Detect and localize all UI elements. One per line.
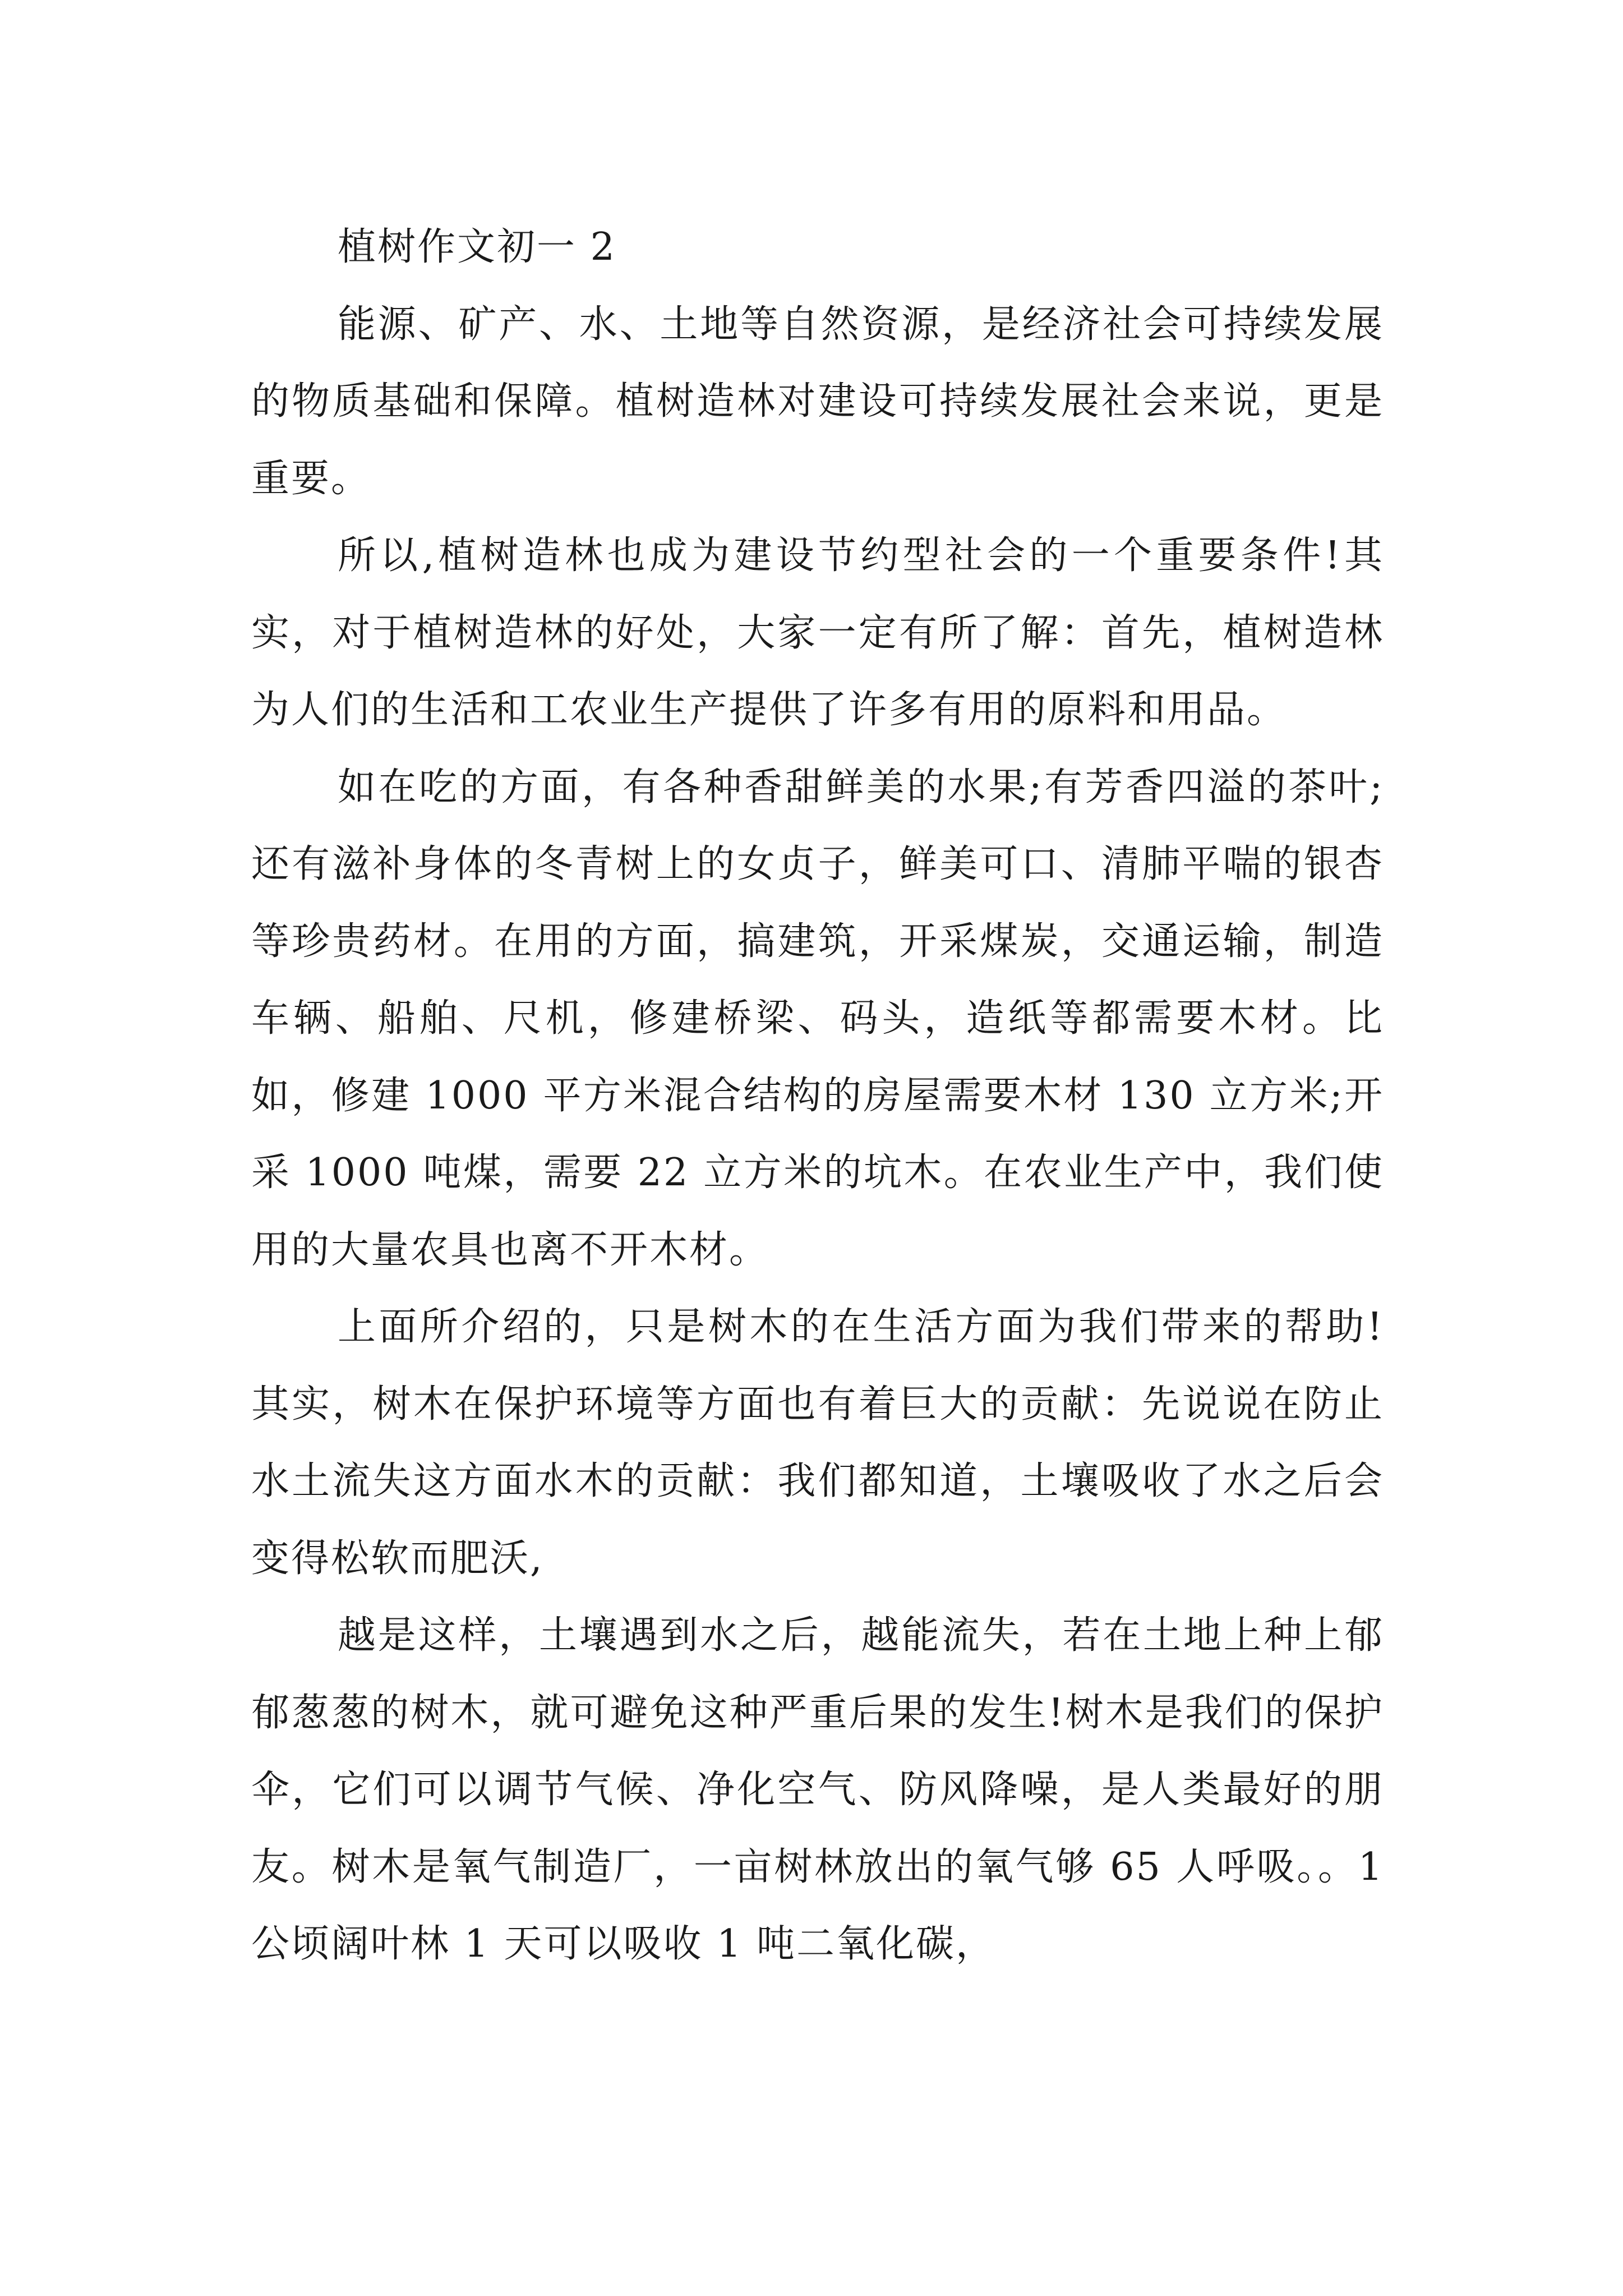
paragraph: 越是这样，土壤遇到水之后，越能流失，若在土地上种上郁郁葱葱的树木，就可避免这种严重后果的发生!树木是我们的保护伞，它们可以调节气候、净化空气、防风降噪，是人类最好的朋友。树木是氧气制造厂，一亩树林放出的氧气够 65 人呼吸。。1 公顷阔叶林 1 天可以吸收 1 吨二氧化碳， bbox=[251, 1613, 1384, 1966]
document-title: 植树作文初一 2 bbox=[338, 225, 616, 269]
paragraph: 上面所介绍的，只是树木的在生活方面为我们带来的帮助!其实，树木在保护环境等方面也有着巨大的贡献：先说说在防止水土流失这方面水木的贡献：我们都知道，土壤吸收了水之后会变得松软而肥沃, bbox=[251, 1305, 1384, 1581]
paragraph: 所以,植树造林也成为建设节约型社会的一个重要条件!其实，对于植树造林的好处，大家一定有所了解：首先，植树造林为人们的生活和工农业生产提供了许多有用的原料和用品。 bbox=[251, 533, 1384, 732]
paragraph: 如在吃的方面，有各种香甜鲜美的水果;有芳香四溢的茶叶;还有滋补身体的冬青树上的女贞子，鲜美可口、清肺平喘的银杏等珍贵药材。在用的方面，搞建筑，开采煤炭，交通运输，制造车辆、船舶、尺机，修建桥梁、码头，造纸等都需要木材。比如，修建 1000 平方米混合结构的房屋需要木材 130 立方米;开采 1000 吨煤，需要 22 立方米的坑木。在农业生产中，我们使用的大量农具也离不开木材。 bbox=[251, 765, 1384, 1272]
document-body bbox=[251, 209, 1384, 1983]
paragraph: 能源、矿产、水、土地等自然资源，是经济社会可持续发展的物质基础和保障。植树造林对建设可持续发展社会来说，更是重要。 bbox=[251, 302, 1384, 501]
